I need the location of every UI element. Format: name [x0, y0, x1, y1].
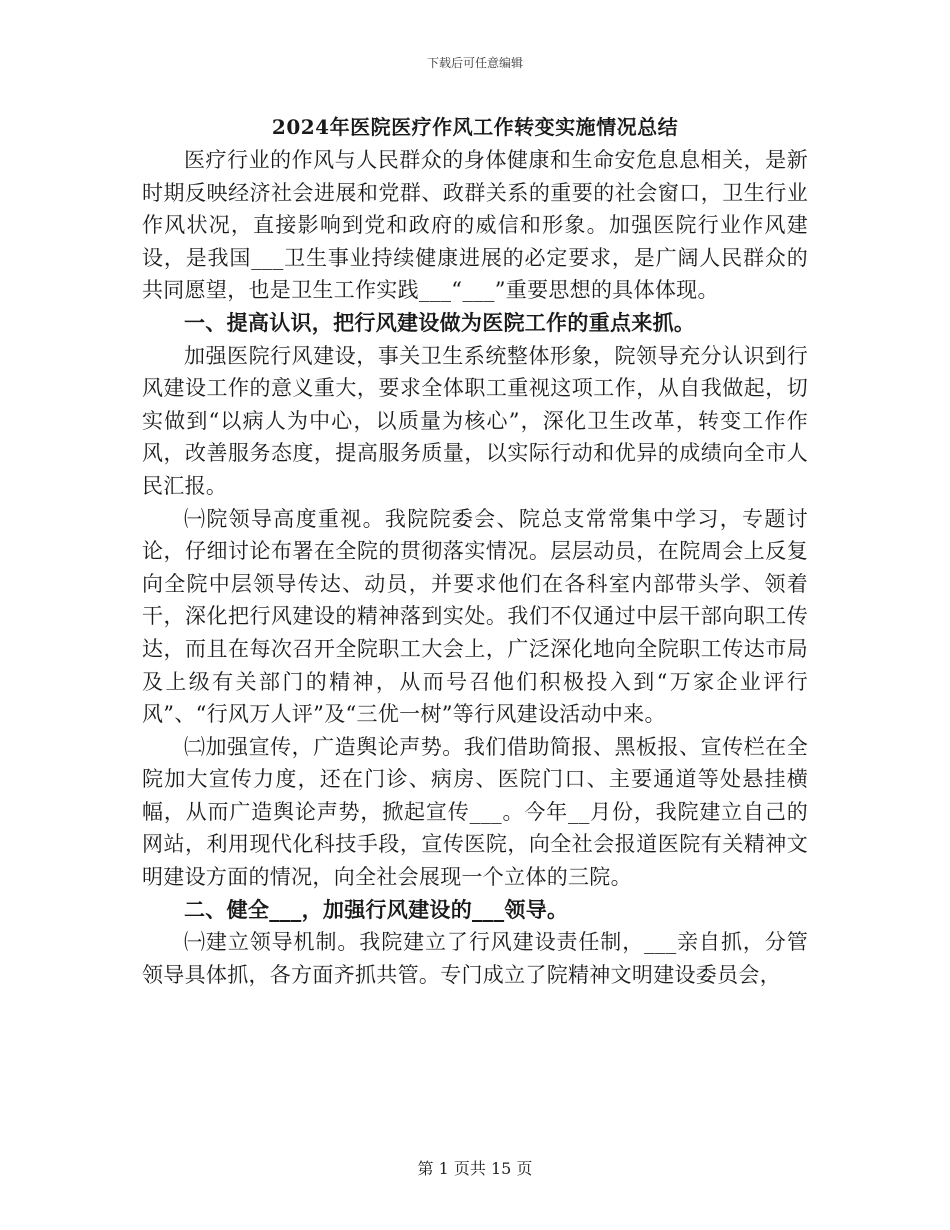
- section-2-paragraph-1: ㈠建立领导机制。我院建立了行风建设责任制，___亲自抓，分管领导具体抓，各方面齐抓共管。专门成立了院精神文明建设委员会，: [142, 930, 808, 987]
- section-1-paragraph-2: ㈠院领导高度重视。我院院委会、院总支常常集中学习，专题讨论，仔细讨论布署在全院的贯彻落实情况。层层动员，在院周会上反复向全院中层领导传达、动员，并要求他们在各科室内部带头学、领着干，深化把行风建设的精神落到实处。我们不仅通过中层干部向职工传达，而且在每次召开全院职工大会上，广泛深化地向全院职工传达市局及上级有关部门的精神，从而号召他们积极投入到“万家企业评行风”、“行风万人评”及“三优一树”等行风建设活动中来。: [142, 506, 808, 727]
- document-body: [142, 110, 808, 991]
- page-number: 第 1 页共 15 页: [417, 1159, 533, 1178]
- header-note: 下载后可任意编辑: [426, 56, 523, 70]
- section-1-heading: 一、提高认识，把行风建设做为医院工作的重点来抓。: [184, 309, 696, 335]
- section-1-paragraph-3: ㈡加强宣传，广造舆论声势。我们借助简报、黑板报、宣传栏在全院加大宣传力度，还在门诊、病房、医院门口、主要通道等处悬挂横幅，从而广造舆论声势，掀起宣传___。今年__月份，我院建立自己的网站，利用现代化科技手段，宣传医院，向全社会报道医院有关精神文明建设方面的情况，向全社会展现一个立体的三院。: [142, 734, 808, 890]
- intro-paragraph: 医疗行业的作风与人民群众的身体健康和生命安危息息相关，是新时期反映经济社会进展和党群、政群关系的重要的社会窗口，卫生行业作风状况，直接影响到党和政府的威信和形象。加强医院行业作风建设，是我国___卫生事业持续健康进展的必定要求，是广阔人民群众的共同愿望，也是卫生工作实践___“___”重要思想的具体体现。: [142, 148, 808, 303]
- section-2-heading: 二、健全___，加强行风建设的___领导。: [184, 896, 569, 922]
- document-title: 2024年医院医疗作风工作转变实施情况总结: [271, 115, 679, 139]
- section-1-paragraph-1: 加强医院行风建设，事关卫生系统整体形象，院领导充分认识到行风建设工作的意义重大，要求全体职工重视这项工作，从自我做起，切实做到“以病人为中心，以质量为核心”，深化卫生改革，转变工作作风，改善服务态度，提高服务质量，以实际行动和优异的成绩向全市人民汇报。: [142, 343, 808, 498]
